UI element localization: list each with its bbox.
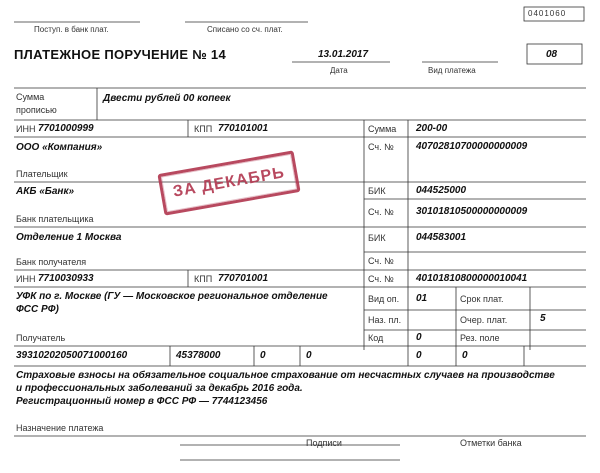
payee-account: 40101810800000010041 [416, 273, 528, 284]
payer-name: ООО «Компания» [16, 142, 103, 153]
order-value: 5 [540, 313, 546, 324]
payer-bank-label: Банк плательщика [16, 214, 94, 224]
debited-label: Списано со сч. плат. [207, 25, 283, 34]
order-date: 13.01.2017 [318, 49, 369, 60]
kbk: 39310202050071000160 [16, 350, 128, 361]
order-label: Очер. плат. [460, 315, 508, 325]
payer-bank-account-label: Сч. № [368, 207, 394, 217]
page-title: ПЛАТЕЖНОЕ ПОРУЧЕНИЕ № 14 [14, 47, 226, 62]
amount-words-label-1: Сумма [16, 92, 45, 102]
payer-bik-label: БИК [368, 186, 386, 196]
purpose-code-label: Наз. пл. [368, 315, 402, 325]
signatures-label: Подписи [306, 438, 342, 448]
purpose-line1: Страховые взносы на обязательное социальное страхование от несчастных случаев на производстве [16, 370, 555, 381]
oktmo: 45378000 [176, 350, 221, 361]
payee-account-label: Сч. № [368, 274, 394, 284]
payer-account: 40702810700000000009 [416, 141, 528, 152]
payee-inn-label: ИНН [16, 274, 36, 284]
amount-words-label-2: прописью [16, 105, 57, 115]
payee-bank-account-label: Сч. № [368, 256, 394, 266]
payment-type-label: Вид платежа [428, 66, 476, 75]
bank-marks-label: Отметки банка [460, 438, 522, 448]
tax-basis: 0 [260, 350, 266, 361]
tax-doc-number: 0 [416, 350, 422, 361]
stamp-za-dekabr: ЗА ДЕКАБРЬ [157, 150, 300, 215]
code-label: Код [368, 333, 384, 343]
sum-label: Сумма [368, 124, 397, 134]
sum-value: 200-00 [416, 123, 448, 134]
payer-inn: 7701000999 [38, 123, 94, 134]
tax-period: 0 [306, 350, 312, 361]
payer-bank-account: 30101810500000000009 [416, 206, 528, 217]
payee-kpp-label: КПП [194, 274, 213, 284]
payee-label: Получатель [16, 333, 66, 343]
payee-bank-label: Банк получателя [16, 257, 87, 267]
form-code: 0401060 [528, 9, 567, 18]
payer-kpp-label: КПП [194, 124, 213, 134]
tax-doc-date: 0 [462, 350, 468, 361]
op-type-label: Вид оп. [368, 294, 400, 304]
payer-kpp: 770101001 [218, 123, 269, 134]
payer-label: Плательщик [16, 169, 68, 179]
payee-bik-label: БИК [368, 233, 386, 243]
payee-inn: 7710030933 [38, 273, 94, 284]
term-label: Срок плат. [460, 294, 504, 304]
payee-kpp: 770701001 [218, 273, 269, 284]
date-label: Дата [330, 66, 348, 75]
code-value: 0 [416, 332, 422, 343]
amount-words-value: Двести рублей 00 копеек [103, 93, 231, 104]
payee-bik: 044583001 [416, 232, 467, 243]
reserve-label: Рез. поле [460, 333, 500, 343]
op-type: 01 [416, 293, 428, 304]
status-code: 08 [546, 49, 558, 60]
payee-name-line2: ФСС РФ) [16, 304, 59, 315]
purpose-label: Назначение платежа [16, 423, 104, 433]
payer-inn-label: ИНН [16, 124, 36, 134]
purpose-line3: Регистрационный номер в ФСС РФ — 7744123456 [16, 396, 268, 407]
payee-name-line1: УФК по г. Москве (ГУ — Московское региональное отделение [16, 291, 328, 302]
purpose-line2: и профессиональных заболеваний за декабрь 2016 года. [16, 383, 303, 394]
payer-account-label: Сч. № [368, 142, 394, 152]
bank-received-label: Поступ. в банк плат. [34, 25, 109, 34]
payer-bik: 044525000 [416, 185, 467, 196]
payer-bank-name: АКБ «Банк» [16, 186, 75, 197]
payee-bank-name: Отделение 1 Москва [16, 232, 122, 243]
